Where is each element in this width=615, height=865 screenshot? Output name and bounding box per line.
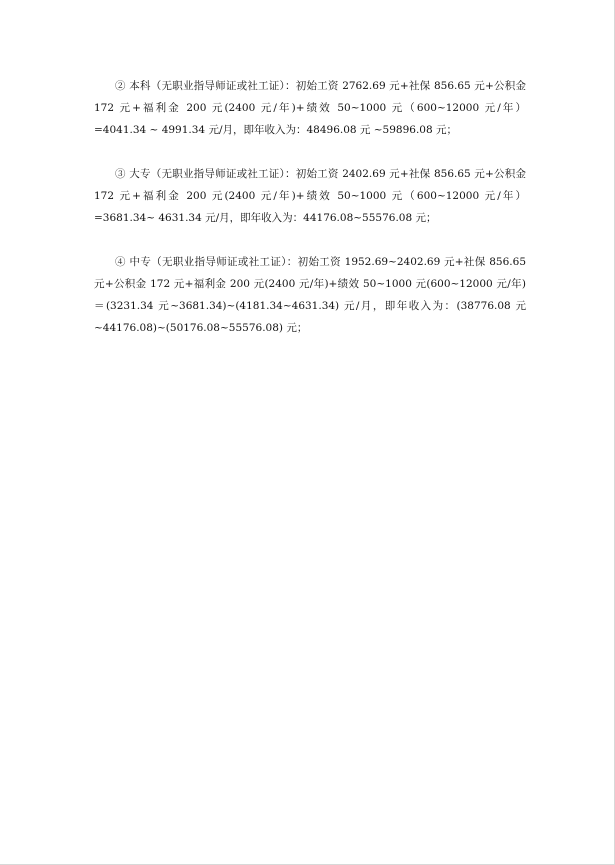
paragraph-associate-salary: ③ 大专（无职业指导师证或社工证）：初始工资 2402.69 元+社保 856.65 元+公积金 172 元+福利金 200 元(2400 元/年)+绩效 50~1000 元（600~12000 元/年）=3681.34~ 4631.34 元/月，即年收入为：44176.08~55576.08 元； [94,168,526,224]
document-body [94,75,526,361]
paragraph-secondary-salary: ④ 中专（无职业指导师证或社工证）：初始工资 1952.69~2402.69 元+社保 856.65 元+公积金 172 元+福利金 200 元(2400 元/年)+绩效 50~1000 元(600~12000 元/年)＝(3231.34 元~3681.34)~(4181.34~4631.34) 元/月，即年收入为：(38776.08 元~44176.08)~(50176.08~55576.08) 元； [94,256,526,334]
paragraph-bachelor-salary: ② 本科（无职业指导师证或社工证）：初始工资 2762.69 元+社保 856.65 元+公积金 172 元+福利金 200 元(2400 元/年)+绩效 50~1000 元（600~12000 元/年）=4041.34 ~ 4991.34 元/月，即年收入为：48496.08 元 ~59896.08 元； [94,80,526,136]
